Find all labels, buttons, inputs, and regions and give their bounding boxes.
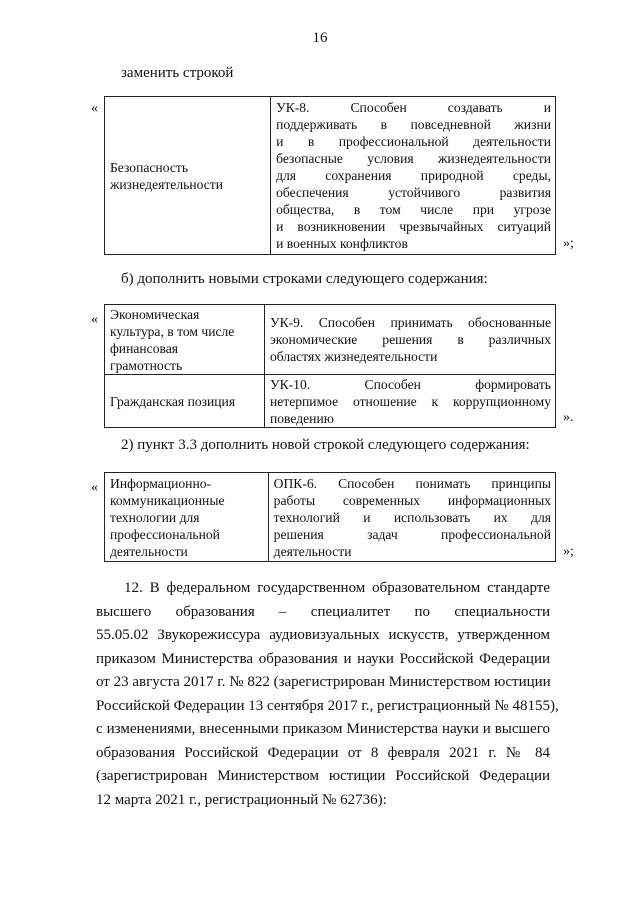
table-1-right-line: и в профессиональной деятельности — [276, 134, 551, 149]
table-1-right-line: общества, в том числе при угрозе — [276, 202, 551, 217]
table-3-right-line: работы современных информационных — [273, 492, 551, 508]
paragraph-12-line: (зарегистрирован Министерством юстиции Российской Федерации — [96, 768, 550, 784]
table-3-right-line: технологий и использовать их для — [273, 509, 551, 525]
open-quote-table-2: « — [91, 312, 98, 327]
table-3-left-line: деятельности — [110, 543, 188, 559]
table-3-right-line: решения задач профессиональной — [273, 526, 551, 542]
close-quote-table-2: ». — [563, 410, 574, 425]
table-2-right-line: областях жизнедеятельности — [269, 349, 438, 364]
open-quote-table-1: « — [91, 101, 98, 116]
close-quote-table-1: »; — [563, 236, 574, 251]
open-quote-table-3: « — [91, 480, 98, 495]
table-2-row — [105, 375, 556, 428]
table-1-left-text: Безопасность жизнедеятельности — [110, 159, 223, 192]
table-2-row-1-name — [105, 305, 265, 375]
paragraph-12-line: Российской Федерации 13 сентября 2017 г., регистрационный № 48155), — [96, 697, 559, 714]
close-quote-table-3: »; — [563, 544, 574, 559]
table-2-row — [105, 305, 556, 375]
table-1-right-line: обеспечения устойчивого развития — [276, 185, 551, 200]
table-3-left-line: Информационно- — [110, 475, 212, 491]
table-3-left-line: коммуникационные — [110, 492, 225, 508]
paragraph-12-line: 12. В федеральном государственном образовательном стандарте — [124, 580, 550, 596]
table-1-competency-description — [271, 97, 556, 255]
paragraph-12-line: приказом Министерства образования и науки Российской Федерации — [96, 650, 550, 667]
table-2-left-line: Экономическая — [110, 306, 200, 322]
table-1-right-line: и возникновении чрезвычайных ситуаций — [276, 219, 551, 234]
table-2-right-line: нетерпимое отношение к коррупционному — [269, 393, 551, 409]
table-1-right-line: безопасные условия жизнедеятельности — [276, 151, 551, 166]
table-3-right-line: деятельности — [273, 543, 352, 559]
table-1-competency-name — [105, 97, 271, 255]
paragraph-12-line: с изменениями, внесенными приказом Министерства науки и высшего — [96, 721, 550, 737]
table-2-left-line: грамотность — [110, 357, 183, 373]
table-2-row-2-description — [264, 375, 555, 428]
table-3-right-line: ОПК-6. Способен понимать принципы — [273, 475, 551, 491]
table-2-left-line: культура, в том числе — [110, 323, 235, 339]
table-3-row — [105, 473, 556, 562]
table-3-left-line: технологии для — [110, 509, 200, 525]
table-1-right-line: для сохранения природной среды, — [276, 168, 551, 183]
table-2-row-2-name — [105, 375, 265, 428]
table-2-row-1-description — [264, 305, 555, 375]
page-number: 16 — [312, 30, 328, 46]
paragraph-12-line: высшего образования – специалитет по специальности — [96, 603, 550, 620]
table-1 — [104, 96, 556, 255]
table-3-competency-description — [268, 473, 555, 562]
paragraph-12-line: 55.05.02 Звукорежиссура аудиовизуальных искусств, утвержденном — [96, 627, 550, 643]
paragraph-12-line: 12 марта 2021 г., регистрационный № 62736): — [96, 791, 387, 808]
table-2 — [104, 304, 556, 428]
table-3-competency-name — [105, 473, 269, 562]
table-3-left-line: профессиональной — [110, 526, 220, 542]
table-2-left-line: финансовая — [110, 340, 179, 356]
paragraph-b: б) дополнить новыми строками следующего содержания: — [121, 271, 488, 287]
table-2-right-line: УК-10. Способен формировать — [269, 376, 551, 392]
paragraph-12-line: от 23 августа 2017 г. № 822 (зарегистрирован Министерством юстиции — [96, 674, 551, 690]
table-2-right-line: УК-9. Способен принимать обоснованные — [269, 315, 551, 330]
table-2-right-line: поведению — [269, 410, 334, 426]
table-1-right-line: и военных конфликтов — [276, 236, 408, 251]
paragraph-12 — [96, 577, 559, 812]
table-1-right-line: поддерживать в повседневной жизни — [276, 117, 551, 132]
table-3 — [104, 472, 556, 562]
paragraph-replace-with-row: заменить строкой — [121, 65, 234, 81]
table-2-right-line: экономические решения в различных — [269, 332, 551, 347]
table-1-right-line: УК-8. Способен создавать и — [276, 100, 551, 115]
table-1-row — [105, 97, 556, 255]
table-2-left-line: Гражданская позиция — [110, 393, 236, 409]
paragraph-2: 2) пункт 3.3 дополнить новой строкой следующего содержания: — [121, 437, 530, 453]
paragraph-12-line: образования Российской Федерации от 8 февраля 2021 г. № 84 — [96, 744, 550, 761]
